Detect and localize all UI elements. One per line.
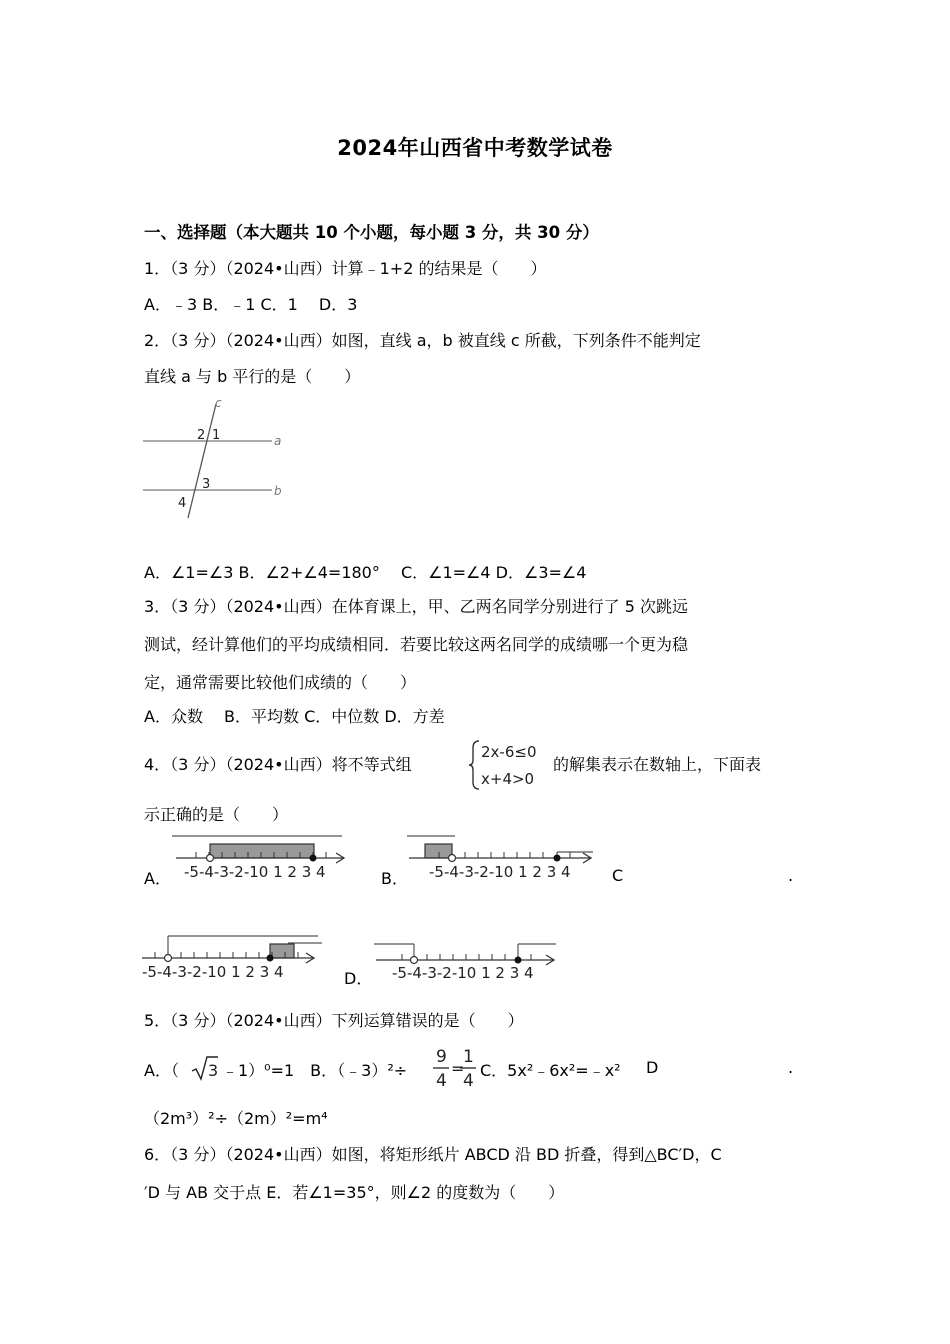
- tick-labels: -5-4-3-2-10 1 2 3 4: [429, 863, 571, 881]
- solution-shading: [270, 944, 294, 958]
- question-5-stem: 5．（3 分）（2024•山西）下列运算错误的是（ ）: [144, 1011, 524, 1030]
- inequality-2: x+4>0: [481, 770, 535, 788]
- number-line-option-b: [405, 832, 595, 882]
- number-line-option-c: [140, 932, 322, 982]
- option-b-label: B．: [381, 869, 408, 888]
- question-2-stem-cont: 直线 a 与 b 平行的是（ ）: [144, 367, 361, 386]
- angle-3: 3: [202, 477, 211, 492]
- sqrt-symbol: [190, 1054, 220, 1082]
- closed-point: [554, 855, 561, 862]
- question-3-options: A．众数 B．平均数 C．中位数 D．方差: [144, 707, 445, 726]
- sqrt-radicand: 3: [208, 1061, 219, 1080]
- question-5-option-d-dot: .: [788, 1058, 794, 1077]
- angle-4: 4: [178, 496, 187, 511]
- question-4-stem-pre: 4．（3 分）（2024•山西）将不等式组: [144, 755, 412, 774]
- question-3-line-2: 测试，经计算他们的平均成绩相同．若要比较这两名同学的成绩哪一个更为稳: [144, 635, 689, 654]
- line-c: [188, 404, 216, 518]
- closed-point: [310, 855, 317, 862]
- question-4-stem-cont: 示正确的是（ ）: [144, 805, 289, 824]
- fraction-2-numerator: 1: [463, 1047, 474, 1067]
- angle-1: 1: [212, 428, 221, 443]
- parallel-lines-figure: [140, 396, 300, 526]
- question-6-line-1: 6．（3 分）（2024•山西）如图，将矩形纸片 ABCD 沿 BD 折叠，得到△BC′D，C: [144, 1145, 722, 1164]
- question-5-option-a-rest: ﹣1）⁰=1 B．（﹣3）²÷: [222, 1061, 408, 1080]
- open-point: [165, 955, 172, 962]
- angle-2: 2: [197, 428, 206, 443]
- inequality-1: 2x-6≤0: [481, 743, 537, 761]
- fraction-1-numerator: 9: [436, 1047, 447, 1067]
- left-brace: [469, 741, 479, 789]
- question-2-stem: 2．（3 分）（2024•山西）如图，直线 a，b 被直线 c 所截，下列条件不能判定: [144, 331, 701, 350]
- option-d-label: D．: [344, 969, 373, 988]
- question-2-options: A．∠1=∠3 B．∠2+∠4=180° C．∠1=∠4 D．∠3=∠4: [144, 563, 587, 582]
- question-1-stem: 1．（3 分）（2024•山西）计算﹣1+2 的结果是（ ）: [144, 259, 547, 278]
- open-point: [449, 855, 456, 862]
- question-3-line-1: 3．（3 分）（2024•山西）在体育课上，甲、乙两名同学分别进行了 5 次跳远: [144, 597, 688, 616]
- option-a-label: A．: [144, 869, 171, 888]
- question-5-option-a: A．（: [144, 1061, 179, 1080]
- tick-labels: -5-4-3-2-10 1 2 3 4: [184, 863, 326, 881]
- label-b: b: [274, 484, 282, 498]
- tick-labels: -5-4-3-2-10 1 2 3 4: [142, 963, 284, 981]
- question-6-line-2: ′D 与 AB 交于点 E．若∠1=35°，则∠2 的度数为（ ）: [144, 1183, 565, 1202]
- number-line-option-d: [372, 936, 562, 982]
- question-1-options: A．﹣3 B．﹣1 C．1 D．3: [144, 295, 358, 314]
- tick-labels: -5-4-3-2-10 1 2 3 4: [392, 964, 534, 982]
- question-3-line-3: 定，通常需要比较他们成绩的（ ）: [144, 673, 417, 692]
- fraction-expression: [430, 1044, 480, 1094]
- solution-shading: [210, 844, 314, 858]
- question-5-option-d: （2m³）²÷（2m）²=m⁴: [144, 1109, 328, 1128]
- label-c: c: [215, 396, 222, 410]
- question-4-stem-post: 的解集表示在数轴上，下面表: [553, 755, 762, 774]
- option-c-dot: .: [788, 866, 794, 885]
- fraction-2-denominator: 4: [463, 1071, 474, 1091]
- closed-point: [267, 955, 274, 962]
- label-a: a: [274, 434, 282, 448]
- inequality-system: [469, 738, 555, 792]
- question-5-option-d-label: D: [646, 1058, 659, 1077]
- question-5-option-c: C．5x²﹣6x²=﹣x²: [480, 1061, 621, 1080]
- equals-sign: =: [451, 1059, 465, 1078]
- option-c-label: C: [612, 866, 624, 885]
- page-title: 2024年山西省中考数学试卷: [337, 136, 613, 160]
- fraction-1-denominator: 4: [436, 1071, 447, 1091]
- number-line-option-a: [172, 832, 350, 882]
- section-heading: 一、选择题（本大题共 10 个小题，每小题 3 分，共 30 分）: [144, 223, 599, 242]
- open-point: [207, 855, 214, 862]
- open-point: [411, 957, 418, 964]
- closed-point: [515, 957, 522, 964]
